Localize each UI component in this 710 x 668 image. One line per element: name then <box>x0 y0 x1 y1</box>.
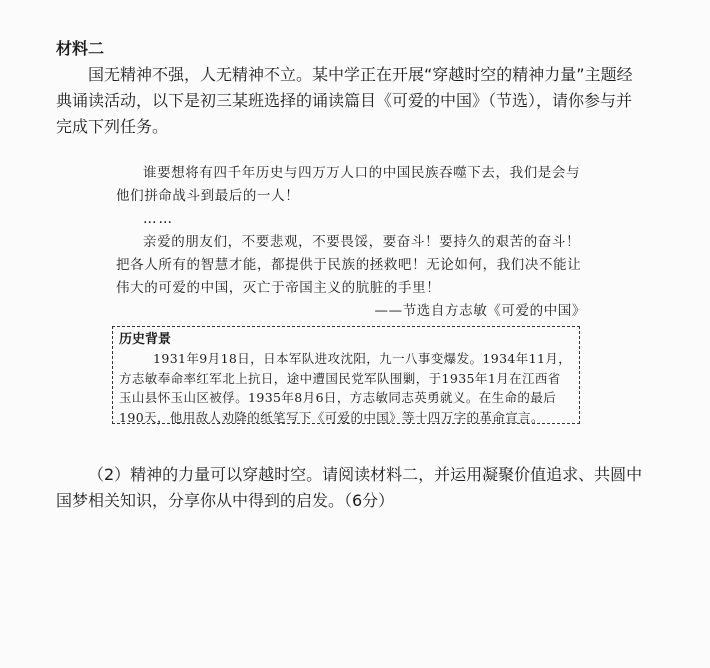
background-text: 1931年9月18日，日本军队进攻沈阳，九一八事变爆发。1934年11月，方志敏奉命率红军北上抗日，途中遭国民党军队围剿，于1935年1月在江西省玉山县怀玉山区被俘。1935年8月6日，方志敏同志英勇就义。在生命的最后190天，他用敌人劝降的纸笔写下《可爱的中国》等十四万字的革命宣言。 <box>119 351 572 425</box>
quote-paragraph-1: 谁要想将有四千年历史与四万万人口的中国民族吞噬下去，我们是会与他们拼命战斗到最后的一人！ <box>116 165 581 204</box>
material-intro: 国无精神不强，人无精神不立。某中学正在开展“穿越时空的精神力量”主题经典诵读活动，以下是初三某班选择的诵读篇目《可爱的中国》（节选），请你参与并完成下列任务。 <box>56 65 633 136</box>
quote-paragraph-2: 亲爱的朋友们，不要悲观，不要畏馁，要奋斗！要持久的艰苦的奋斗！把各人所有的智慧才能，都提供于民族的拯救吧！无论如何，我们决不能让伟大的可爱的中国，灭亡于帝国主义的肮脏的手里！ <box>116 234 582 296</box>
quote-source: ——节选自方志敏《可爱的中国》 <box>374 303 586 319</box>
material-heading: 材料二 <box>56 39 105 58</box>
quote-ellipsis: …… <box>143 211 174 227</box>
excerpt-quote <box>116 162 586 323</box>
background-title: 历史背景 <box>119 332 172 347</box>
question-2: （2）精神的力量可以穿越时空。请阅读材料二，并运用凝聚价值追求、共圆中国梦相关知识，分享你从中得到的启发。（6分） <box>56 465 643 510</box>
historical-background-box <box>112 326 580 424</box>
